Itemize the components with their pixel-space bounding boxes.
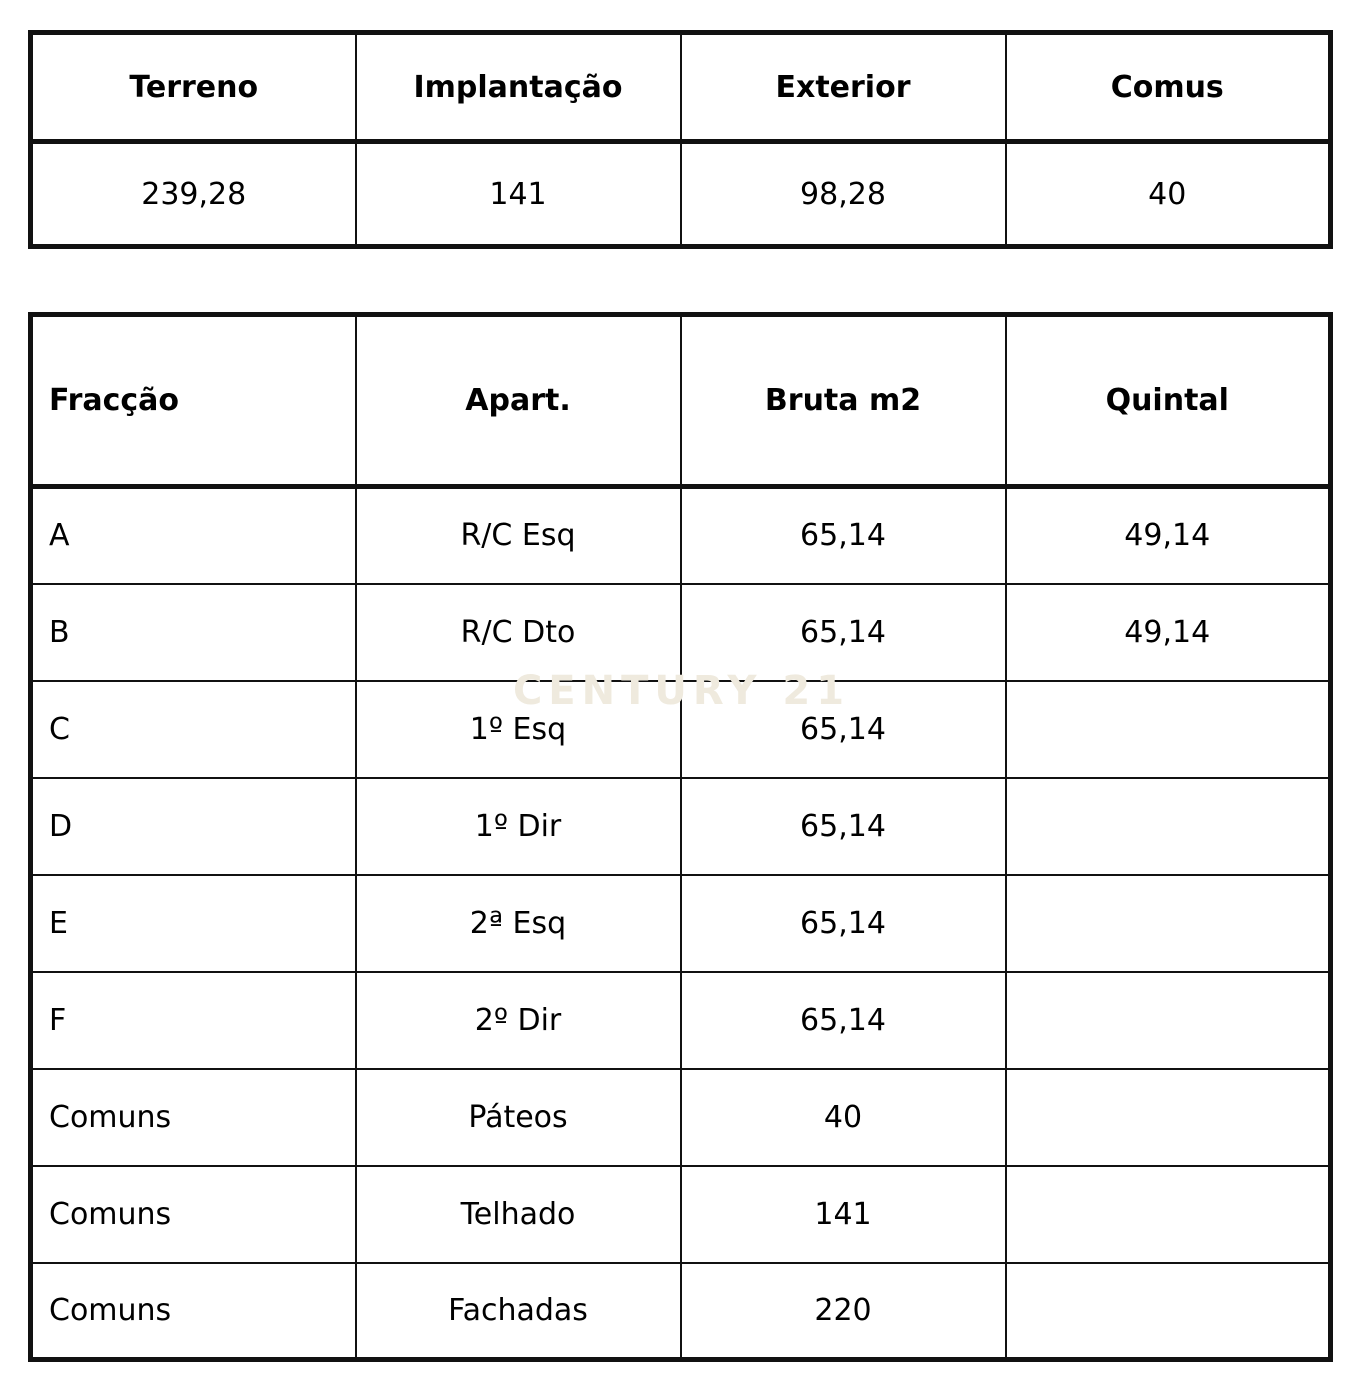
cell-bruta: 65,14	[681, 487, 1006, 584]
table-row	[31, 1069, 1331, 1166]
cell-apart: R/C Dto	[356, 584, 681, 681]
cell-fraccao: D	[31, 778, 356, 875]
cell-quintal	[1006, 1069, 1331, 1166]
summary-header-terreno: Terreno	[31, 33, 356, 142]
cell-quintal	[1006, 1263, 1331, 1360]
table-row	[31, 584, 1331, 681]
cell-apart: 2ª Esq	[356, 875, 681, 972]
summary-value-implantacao: 141	[356, 142, 681, 247]
cell-quintal	[1006, 681, 1331, 778]
cell-bruta: 40	[681, 1069, 1006, 1166]
table-row	[31, 1263, 1331, 1360]
cell-bruta: 220	[681, 1263, 1006, 1360]
cell-apart: Telhado	[356, 1166, 681, 1263]
table-row	[31, 875, 1331, 972]
cell-apart: Páteos	[356, 1069, 681, 1166]
cell-quintal	[1006, 875, 1331, 972]
cell-apart: 2º Dir	[356, 972, 681, 1069]
cell-fraccao: B	[31, 584, 356, 681]
cell-quintal	[1006, 972, 1331, 1069]
cell-bruta: 65,14	[681, 681, 1006, 778]
cell-apart: 1º Esq	[356, 681, 681, 778]
table-row	[31, 972, 1331, 1069]
cell-bruta: 65,14	[681, 875, 1006, 972]
cell-fraccao: Comuns	[31, 1069, 356, 1166]
summary-header-implantacao: Implantação	[356, 33, 681, 142]
summary-value-terreno: 239,28	[31, 142, 356, 247]
cell-quintal	[1006, 778, 1331, 875]
fractions-header-bruta: Bruta m2	[681, 315, 1006, 487]
cell-fraccao: A	[31, 487, 356, 584]
cell-quintal: 49,14	[1006, 487, 1331, 584]
summary-header-comus: Comus	[1006, 33, 1331, 142]
cell-quintal: 49,14	[1006, 584, 1331, 681]
table-row	[31, 487, 1331, 584]
cell-fraccao: E	[31, 875, 356, 972]
cell-bruta: 141	[681, 1166, 1006, 1263]
cell-fraccao: Comuns	[31, 1263, 356, 1360]
table-row	[31, 1166, 1331, 1263]
cell-fraccao: Comuns	[31, 1166, 356, 1263]
table-row	[31, 681, 1331, 778]
summary-table	[28, 30, 1333, 249]
summary-value-exterior: 98,28	[681, 142, 1006, 247]
cell-bruta: 65,14	[681, 972, 1006, 1069]
cell-bruta: 65,14	[681, 584, 1006, 681]
fractions-header-fraccao: Fracção	[31, 315, 356, 487]
summary-table-value-row	[31, 142, 1331, 247]
fractions-table	[28, 312, 1333, 1362]
cell-apart: R/C Esq	[356, 487, 681, 584]
fractions-header-apart: Apart.	[356, 315, 681, 487]
summary-value-comus: 40	[1006, 142, 1331, 247]
cell-fraccao: F	[31, 972, 356, 1069]
cell-quintal	[1006, 1166, 1331, 1263]
cell-apart: 1º Dir	[356, 778, 681, 875]
cell-apart: Fachadas	[356, 1263, 681, 1360]
fractions-table-header-row	[31, 315, 1331, 487]
fractions-header-quintal: Quintal	[1006, 315, 1331, 487]
summary-table-header-row	[31, 33, 1331, 142]
cell-fraccao: C	[31, 681, 356, 778]
table-row	[31, 778, 1331, 875]
cell-bruta: 65,14	[681, 778, 1006, 875]
summary-header-exterior: Exterior	[681, 33, 1006, 142]
watermark-text: CENTURY 21	[512, 668, 851, 714]
